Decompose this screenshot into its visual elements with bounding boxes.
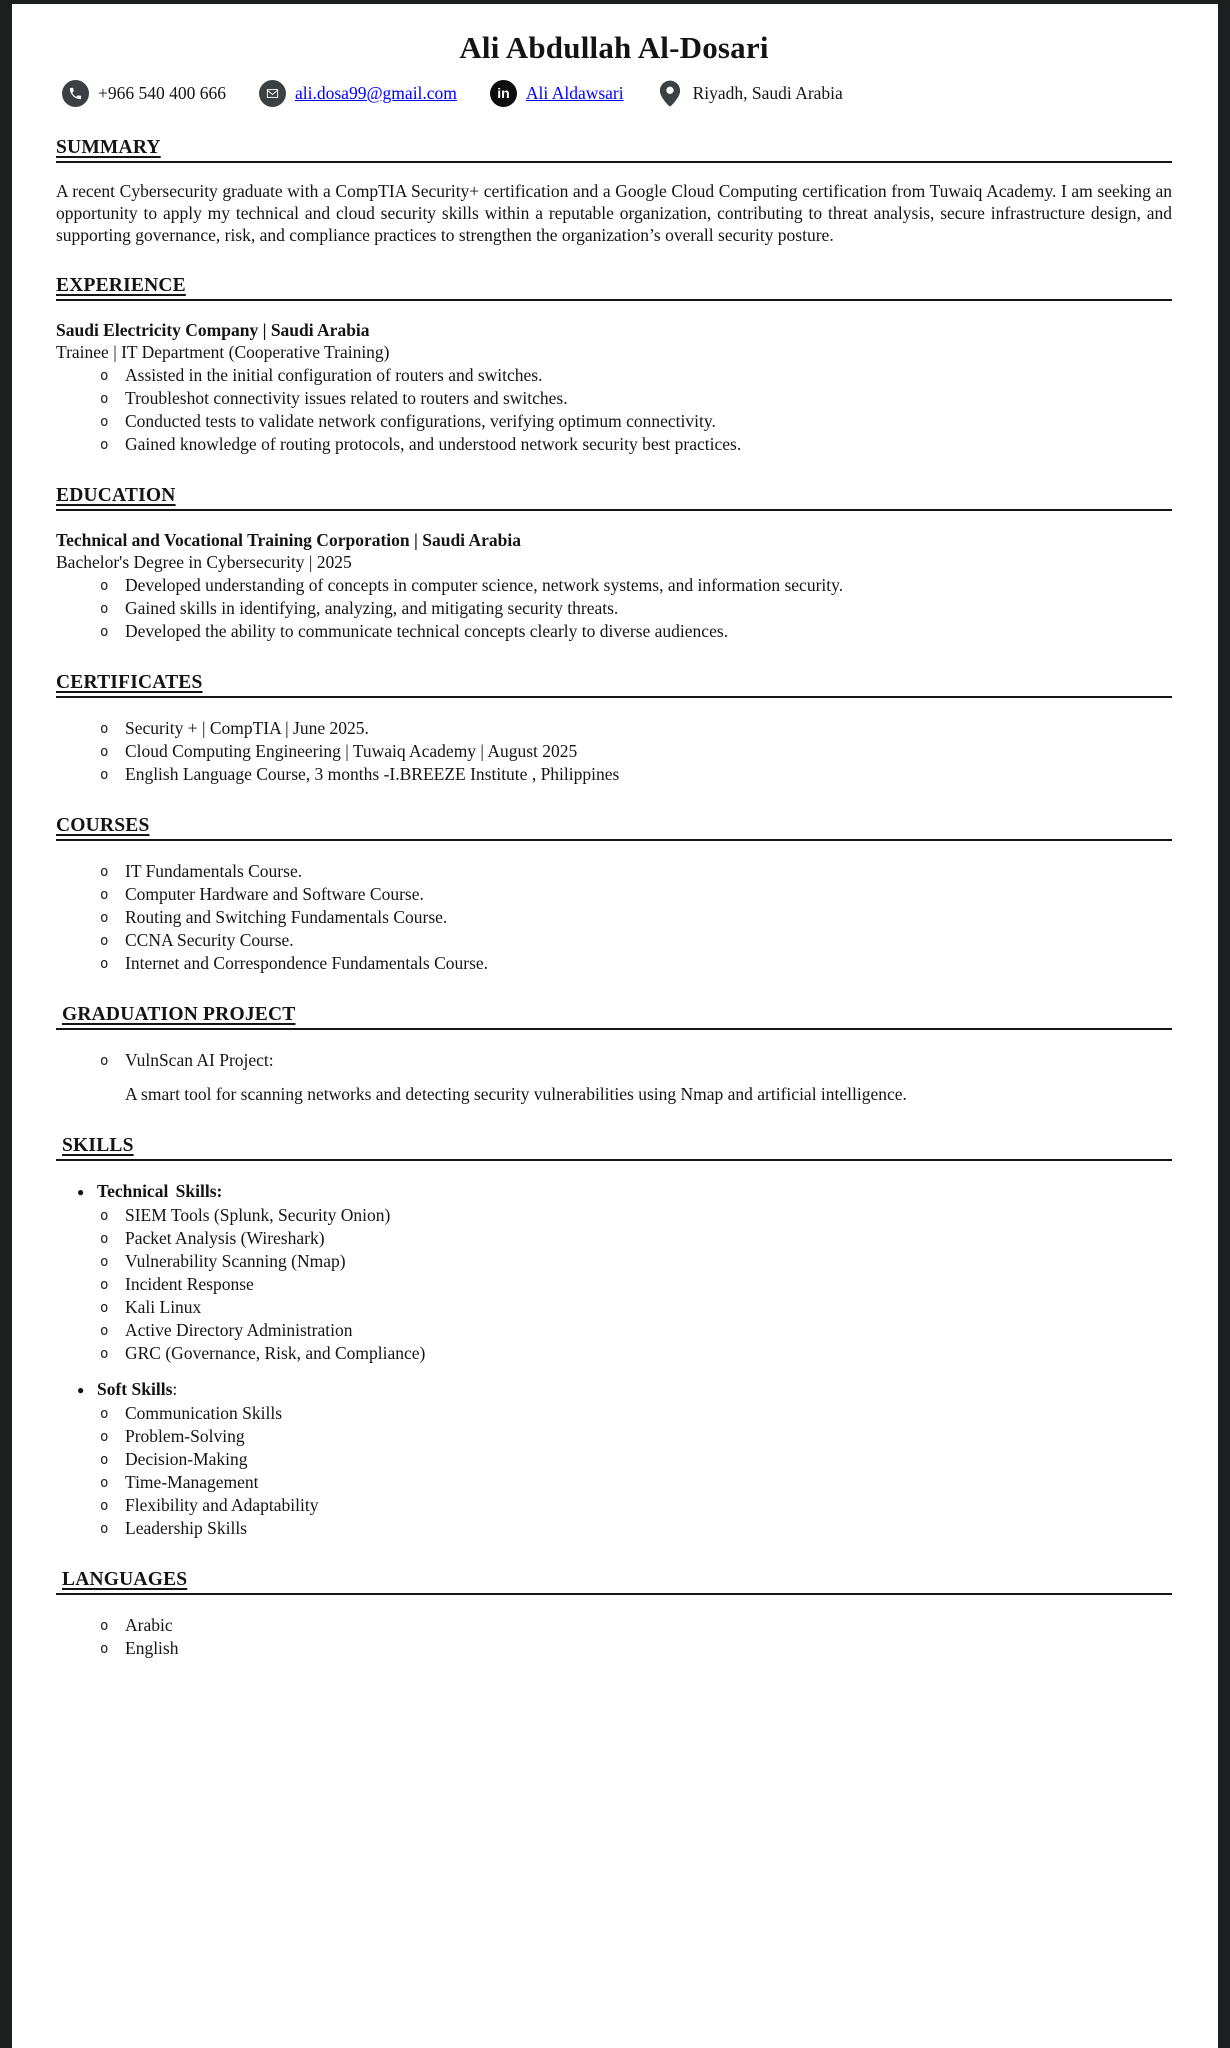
education-degree: Bachelor's Degree in Cybersecurity | 2025: [56, 552, 352, 572]
location-text: Riyadh, Saudi Arabia: [692, 82, 843, 103]
list-item: o Time-Management: [56, 1471, 1172, 1494]
section-certificates: [56, 668, 1172, 786]
list-item: o Internet and Correspondence Fundamentals Course.: [56, 952, 1172, 975]
graduation-project-heading: GRADUATION PROJECT: [56, 1000, 1172, 1030]
certificates-bullet-list: [56, 717, 1172, 786]
courses-bullet-list: [56, 860, 1172, 975]
technical-skills-list: [56, 1204, 1172, 1365]
list-item: o Routing and Switching Fundamentals Course.: [56, 906, 1172, 929]
list-item: o Troubleshot connectivity issues related to routers and switches.: [56, 387, 1172, 410]
list-item: o Computer Hardware and Software Course.: [56, 883, 1172, 906]
resume-page: [12, 4, 1218, 2048]
skills-heading: SKILLS: [56, 1131, 1172, 1161]
experience-company: Saudi Electricity Company | Saudi Arabia: [56, 320, 370, 340]
list-item: o CCNA Security Course.: [56, 929, 1172, 952]
list-item: o English: [56, 1637, 1172, 1660]
list-item: o Assisted in the initial configuration of routers and switches.: [56, 364, 1172, 387]
soft-skills-group: [56, 1378, 1172, 1540]
list-item: o Active Directory Administration: [56, 1319, 1172, 1342]
education-bullet-list: [56, 574, 1172, 643]
graduation-project-bullet-list: [56, 1049, 1172, 1072]
summary-heading: SUMMARY: [56, 133, 1172, 163]
soft-skills-label: ● Soft Skills:: [56, 1378, 1172, 1401]
list-item: o Vulnerability Scanning (Nmap): [56, 1250, 1172, 1273]
list-item: o GRC (Governance, Risk, and Compliance): [56, 1342, 1172, 1365]
languages-heading: LANGUAGES: [56, 1565, 1172, 1595]
list-item: o Developed the ability to communicate technical concepts clearly to diverse audiences.: [56, 620, 1172, 643]
contact-location: [657, 78, 843, 108]
page-title: Ali Abdullah Al-Dosari: [459, 30, 769, 65]
experience-role: Trainee | IT Department (Cooperative Training): [56, 342, 390, 362]
section-education: [56, 481, 1172, 643]
section-skills: [56, 1131, 1172, 1540]
contact-email: [259, 80, 457, 107]
list-item: o Problem-Solving: [56, 1425, 1172, 1448]
list-item: o Packet Analysis (Wireshark): [56, 1227, 1172, 1250]
section-summary: [56, 133, 1172, 246]
list-item: o Leadership Skills: [56, 1517, 1172, 1540]
contact-linkedin: [490, 80, 624, 107]
section-graduation-project: [56, 1000, 1172, 1106]
contact-phone: [62, 80, 226, 107]
list-item: o Cloud Computing Engineering | Tuwaiq Academy | August 2025: [56, 740, 1172, 763]
list-item: o Communication Skills: [56, 1402, 1172, 1425]
technical-skills-group: [56, 1180, 1172, 1365]
list-item: o Conducted tests to validate network configurations, verifying optimum connectivity.: [56, 410, 1172, 433]
list-item: o SIEM Tools (Splunk, Security Onion): [56, 1204, 1172, 1227]
list-item: o IT Fundamentals Course.: [56, 860, 1172, 883]
linkedin-icon: in: [490, 80, 517, 107]
courses-heading: COURSES: [56, 811, 1172, 841]
languages-bullet-list: [56, 1614, 1172, 1660]
graduation-project-description: A smart tool for scanning networks and detecting security vulnerabilities using Nmap and artificial intelligence.: [125, 1084, 907, 1104]
summary-paragraph: A recent Cybersecurity graduate with a CompTIA Security+ certification and a Google Cloud Computing certification from Tuwaiq Academy. I am seeking an opportunity to apply my technical and cloud security skills within a reputable organization, contributing to threat analysis, secure infrastructure design, and supporting governance, risk, and compliance practices to strengthen the organization’s overall security posture.: [56, 181, 1172, 245]
section-courses: [56, 811, 1172, 975]
list-item: o Security + | CompTIA | June 2025.: [56, 717, 1172, 740]
education-heading: EDUCATION: [56, 481, 1172, 511]
email-link[interactable]: ali.dosa99@gmail.com: [295, 82, 457, 103]
list-item: o Developed understanding of concepts in computer science, network systems, and information security.: [56, 574, 1172, 597]
experience-heading: EXPERIENCE: [56, 271, 1172, 301]
section-languages: [56, 1565, 1172, 1660]
list-item: o Decision-Making: [56, 1448, 1172, 1471]
soft-skills-list: [56, 1402, 1172, 1540]
list-item: o English Language Course, 3 months -I.BREEZE Institute , Philippines: [56, 763, 1172, 786]
list-item: o Arabic: [56, 1614, 1172, 1637]
education-school: Technical and Vocational Training Corporation | Saudi Arabia: [56, 530, 521, 550]
contact-row: [62, 78, 1172, 108]
list-item: o Gained skills in identifying, analyzing, and mitigating security threats.: [56, 597, 1172, 620]
list-item: o VulnScan AI Project:: [56, 1049, 1172, 1072]
experience-bullet-list: [56, 364, 1172, 456]
phone-icon: [62, 80, 89, 107]
list-item: o Incident Response: [56, 1273, 1172, 1296]
email-icon: [259, 80, 286, 107]
list-item: o Flexibility and Adaptability: [56, 1494, 1172, 1517]
linkedin-link[interactable]: Ali Aldawsari: [525, 82, 624, 103]
technical-skills-label: ● Technical Skills:: [56, 1180, 1172, 1203]
certificates-heading: CERTIFICATES: [56, 668, 1172, 698]
location-pin-icon: [657, 78, 684, 108]
list-item: o Kali Linux: [56, 1296, 1172, 1319]
section-experience: [56, 271, 1172, 456]
list-item: o Gained knowledge of routing protocols, and understood network security best practices.: [56, 433, 1172, 456]
phone-number: +966 540 400 666: [98, 82, 226, 103]
